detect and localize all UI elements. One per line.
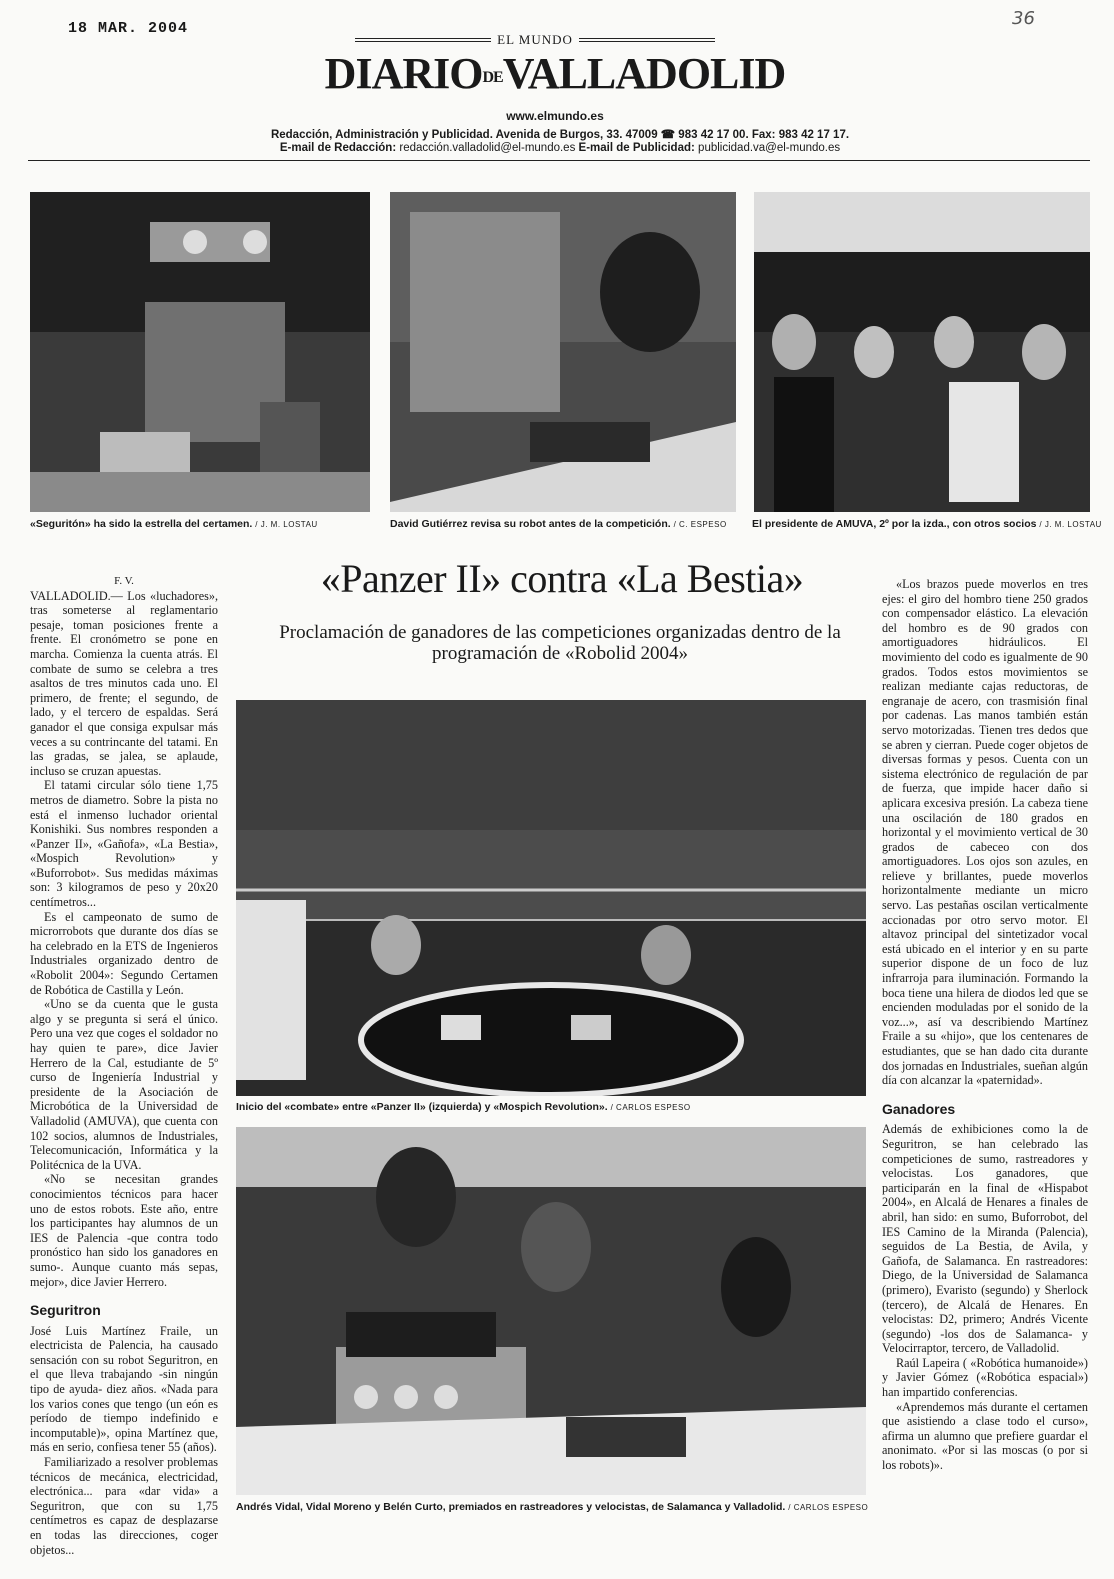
email-label-advertising: E-mail de Publicidad: [578,142,695,154]
article-headline: «Panzer II» contra «La Bestia» [320,556,804,601]
caption-top-right [752,518,1102,531]
caption-bottom-text: Andrés Vidal, Vidal Moreno y Belén Curto, premiados en rastreadores y velocistas, de Salamanca y Valladolid. [236,1501,786,1513]
email-editorial: redacción.valladolid@el-mundo.es [399,142,576,154]
caption-middle-credit: / CARLOS ESPESO [610,1103,691,1112]
email-advertising: publicidad.va@el-mundo.es [698,142,841,154]
caption-bottom [236,1501,868,1514]
caption-middle [236,1101,691,1114]
caption-bottom-credit: / CARLOS ESPESO [788,1503,869,1512]
left-paragraph-5: «No se necesitan grandes conocimientos técnicos para hacer uno de estos robots. Este año, entre los participantes hay alumnos de un IES de Palencia -que contra todo pronóstico han sido los ganadores en sumo-. Aunque cuanto más sepas, mejor», dice Javier Herrero. [30,1172,218,1289]
edition-date: 18 MAR. 2004 [68,20,189,37]
masthead-title [320,50,790,102]
photo-sumo-combat [236,700,866,1096]
left-paragraph-2: El tatami circular sólo tiene 1,75 metros de diametro. Sobre la pista no está el inmenso luchador oriental Konishiki. Sus nombres responden a «Panzer II», «Gañofa», «La Bestia», «Mospich Revolution» y «Buforrobot». Sus medidas máximas son: 3 kilogramos de peso y 20x20 centímetros... [30,778,218,910]
left-paragraph-3: Es el campeonato de sumo de microrrobots que durante dos días se ha celebrado en la ETS de Ingenieros Industriales organizado dentro de «Robolit 2004»: Segundo Certamen de Robótica de Castilla y León. [30,909,218,997]
right-paragraph-4: «Aprendemos más durante el certamen que asistiendo a clase todo el curso», afirma un alumno que prefiere guardar el anonimato. «Por si las moscas (o por si los robots)». [882,1399,1088,1473]
left-paragraph-7: Familiarizado a resolver problemas técnicos de mecánica, electricidad, electrónica... para «dar vida» a Seguritron, que con su 1,75 centímetros es capaz de desplazarse en todas las direcciones, coger objetos... [30,1455,218,1557]
address-line: Redacción, Administración y Publicidad. Avenida de Burgos, 33. 47009 ☎ 983 42 17 00. Fax: 983 42 17 17. [270,129,850,141]
handwritten-page-number: 36 [1012,8,1035,29]
left-paragraph-6: José Luis Martínez Fraile, un electricista de Palencia, ha causado sensación con su robot Seguritron, en el que lleva trabajando -sin ningún tipo de ayuda- diez años. «Nada para los varios cones que tengo (un eón es período de tiempo indefinido e incomputable)», opina Martínez que, más en serio, confiesa tener 55 (años). [30,1323,218,1455]
left-paragraph-1: VALLADOLID.— Los «luchadores», tras someterse al reglamentario pesaje, toman posiciones frente a frente. El cronómetro se pone en marcha. Comienza la cuenta atrás. El combate de sumo se celebra a tres asaltos de tres minutos cada uno. El primero, de frente; el segundo, de lado, y el tercero de espaldas. Será ganador el que consiga expulsar más veces a su contrincante del tatami. En las gradas, se jalea, se aplaude, incluso se cruzan apuestas. [30,588,218,778]
masthead-title-right: VALLADOLID [502,49,786,98]
photo-david-gutierrez [390,192,736,512]
masthead-rule-right [579,38,715,42]
email-label-editorial: E-mail de Redacción: [279,142,397,154]
right-paragraph-2: Además de exhibiciones como la de Seguritron, se han celebrado las competiciones de sumo, rastreadores y velocistas. Los ganadores, que participarán en la final de «Hispabot 2004», en Alcalá de Henares a finales de abril, han sido: en sumo, Buforrobot, del IES Camino de la Miranda (Palencia), seguidos de La Bestia, de Avila, y Gañofa, de Salamanca. En rastreadores: Diego, de la Universidad de Salamanca (primero), Evaristo (segundo) y Sherlock (tercero), de Alcalá de Henares. En velocistas: D2, primero; Andrés Vicente (segundo) -los dos de Salamanca- y Velocirraptor, tercero, de Valladolid. [882,1122,1088,1356]
caption-top-center-text: David Gutiérrez revisa su robot antes de la competición. [390,518,671,530]
caption-top-right-credit: / J. M. LOSTAU [1039,520,1102,529]
masthead-overline [355,32,715,48]
masthead-rule-left [355,38,491,42]
photo-winners-salamanca [236,1127,866,1495]
caption-top-right-text: El presidente de AMUVA, 2º por la izda., con otros socios [752,518,1037,530]
caption-top-left-credit: / J. M. LOSTAU [255,520,318,529]
right-paragraph-1: «Los brazos puede moverlos en tres ejes: el giro del hombro tiene 250 grados con compensador elástico. La elevación del hombro es de 90 grados con amortiguadores hidráulicos. El movimiento del codo es igualmente de 90 grados. Todos estos movimientos se realizan mediante cajas reductoras, de engranaje de acero, con trasmisión final por cadenas. Las manos también están servo motorizadas. Tienen tres dedos que se abren y cierran. Puede coger objetos de diversas formas y pesos. Cuenta con un sistema electrónico de regulación de par de fuerza, que impide hacer daño si aplicara excesiva presión. La cabeza tiene una oscilación de 180 grados en horizontal y el movimiento vertical de 30 grados de cabeceo con dos amortiguadores. Los ojos son azules, en relieve y brillantes, puede moverlos horizontalmente mediante un micro servo. Las pestañas oscilan verticalmente accionadas por otro servo motor. El altavoz principal del sintetizador vocal está ubicado en el interior y en su parte superior dispone de un foco de luz infrarroja para iluminación. Formando la boca tiene una hilera de diodos led que se encienden moduladas por el sonido de la voz...», así va describiendo Martínez Fraile a su «hijo», que los centenares de estudiantes, que se han dado cita durante dos jornadas en Industriales, sueñan algún día con alcanzar la «paternidad». [882,577,1088,1088]
caption-top-left [30,518,318,531]
website-url: www.elmundo.es [506,109,604,123]
article-right-column [882,577,1088,1577]
caption-middle-text: Inicio del «combate» entre «Panzer II» (izquierda) y «Mospich Revolution». [236,1101,608,1113]
section-heading-ganadores: Ganadores [882,1100,956,1117]
article-subhead: Proclamación de ganadores de las competiciones organizadas dentro de la programación de «Robolid 2004» [279,622,841,664]
email-line [160,142,960,154]
left-paragraph-4: «Uno se da cuenta que le gusta algo y se pregunta si será el único. Pero una vez que coges el soldador no hay quien te pare», dice Javier Herrero de la Cal, estudiante de 5º curso de Ingeniería Industrial y presidente de la Asociación de Microbótica de la Universidad de Valladolid (AMUVA), que cuenta con 102 socios, alumnos de Industriales, Telecomunicación, Informática y la Politécnica de la UVA. [30,997,218,1172]
section-heading-seguritron: Seguritron [30,1302,101,1319]
photo-seguritron [30,192,370,512]
masthead-title-left: DIARIO [324,49,483,98]
masthead-title-de: DE [482,68,503,86]
article-byline: F. V. [114,575,134,587]
caption-top-left-text: «Seguritón» ha sido la estrella del certamen. [30,518,253,530]
caption-top-center [390,518,727,531]
article-left-column [30,574,218,1574]
right-paragraph-3: Raúl Lapeira ( «Robótica humanoide») y Javier Gómez («Robótica espacial») han impartido conferencias. [882,1355,1088,1400]
photo-amuva-members [754,192,1090,512]
header-divider [28,160,1090,161]
masthead-small-title: EL MUNDO [497,32,573,47]
caption-top-center-credit: / C. ESPESO [673,520,727,529]
